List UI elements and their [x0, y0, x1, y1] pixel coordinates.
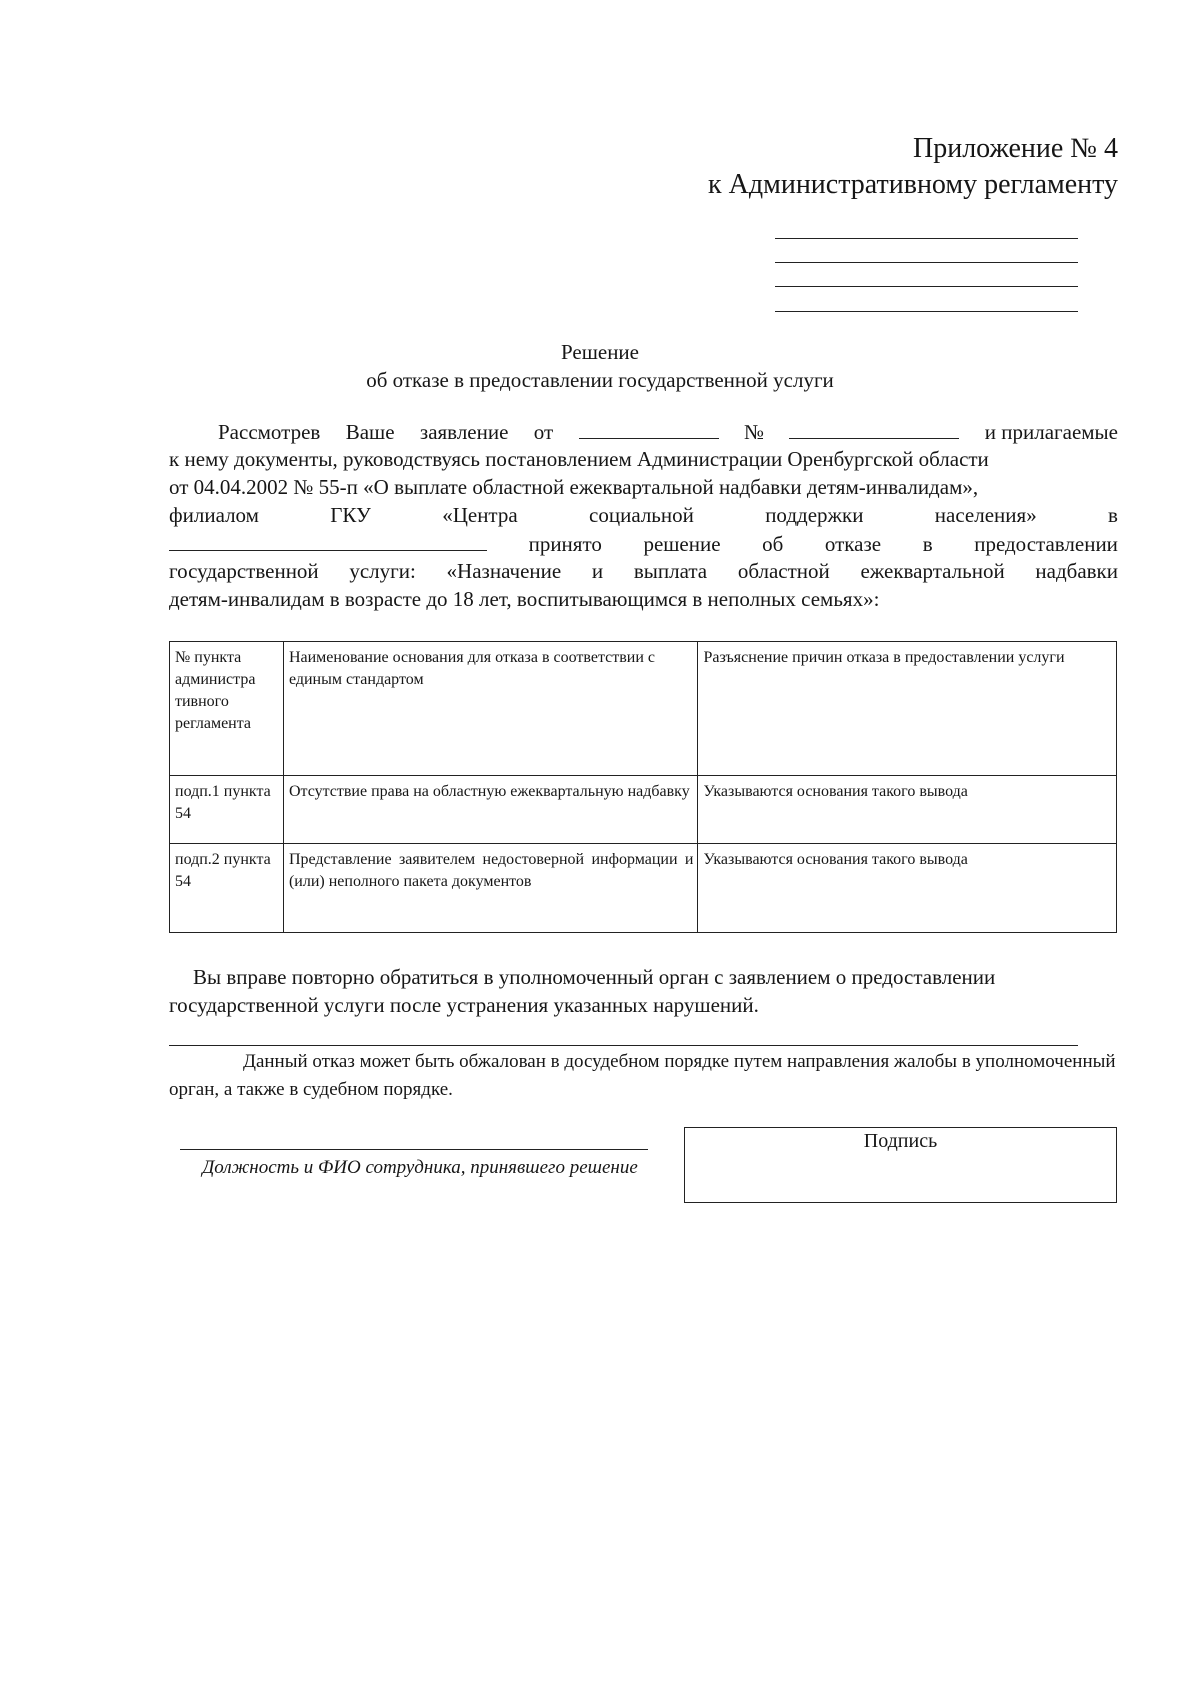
word: решение	[643, 532, 721, 556]
requisite-line-4	[775, 311, 1078, 312]
header-cell: № пункта администра тивного регламента	[170, 642, 284, 776]
word: заявление	[419, 420, 509, 444]
word: поддержки	[765, 503, 864, 527]
signatory-caption: Должность и ФИО сотрудника, принявшего решение	[202, 1157, 638, 1178]
main-paragraph	[169, 418, 1118, 614]
table-cell-number: подп.2 пункта 54	[170, 844, 284, 933]
date-blank	[579, 418, 719, 439]
paragraph-line-2: к нему документы, руководствуясь постановлением Администрации Оренбургской области	[169, 447, 989, 471]
word: социальной	[589, 503, 694, 527]
reapply-paragraph	[169, 963, 1118, 1019]
table-cell-number: подп.1 пункта 54	[170, 776, 284, 844]
paragraph-line-6: государственной услуги: «Назначение и выплата областной ежеквартальной надбавки	[169, 559, 1118, 583]
word: населения»	[934, 503, 1037, 527]
signature-label: Подпись	[863, 1130, 938, 1152]
table-row	[170, 776, 1117, 844]
word: филиалом	[169, 503, 259, 527]
annex-number: Приложение № 4	[913, 133, 1118, 164]
paragraph-line-3: от 04.04.2002 № 55-п «О выплате областной ежеквартальной надбавки детям-инвалидам»,	[169, 475, 979, 499]
table-cell-reason: Отсутствие права на областную ежеквартальную надбавку	[283, 776, 698, 844]
separator-line	[169, 1045, 1078, 1046]
paragraph-line-5	[169, 530, 1118, 558]
annex-subtitle: к Административному регламенту	[708, 169, 1118, 200]
requisite-line-2	[775, 262, 1078, 263]
document-subtitle: об отказе в предоставлении государственной услуги	[366, 368, 834, 392]
word: в	[1108, 503, 1118, 527]
word: в	[922, 532, 933, 556]
paragraph-line-4	[169, 502, 1118, 530]
word: и прилагаемые	[984, 420, 1118, 444]
header-cell: Наименование основания для отказа в соответствии с единым стандартом	[283, 642, 698, 776]
table-cell-explanation: Указываются основания такого вывода	[698, 776, 1117, 844]
word: ГКУ	[330, 503, 371, 527]
table-row	[170, 844, 1117, 933]
reapply-text: Вы вправе повторно обратиться в уполномоченный орган с заявлением о предоставлении государственной услуги после устранения указанных нарушений.	[169, 965, 996, 1017]
word: «Центра	[442, 503, 518, 527]
paragraph-line-7: детям-инвалидам в возрасте до 18 лет, воспитывающимся в неполных семьях»:	[169, 587, 880, 611]
requisite-line-3	[775, 286, 1078, 287]
word: Рассмотрев	[218, 420, 321, 444]
word: от	[533, 420, 554, 444]
table-cell-explanation: Указываются основания такого вывода	[698, 844, 1117, 933]
branch-blank	[169, 530, 487, 551]
word: предоставлении	[974, 532, 1118, 556]
number-sign: №	[743, 420, 764, 444]
table-cell-reason: Представление заявителем недостоверной информации и (или) неполного пакета документов	[283, 844, 698, 933]
word: об	[762, 532, 784, 556]
requisite-line-1	[775, 238, 1078, 239]
number-blank	[789, 418, 959, 439]
table-header-row	[170, 642, 1117, 776]
word: отказе	[824, 532, 882, 556]
header-cell: Разъяснение причин отказа в предоставлении услуги	[698, 642, 1117, 776]
signature-box	[684, 1127, 1117, 1203]
document-title: Решение	[560, 340, 639, 364]
signatory-line	[180, 1149, 648, 1150]
word: принято	[528, 532, 602, 556]
appeal-text: Данный отказ может быть обжалован в досудебном порядке путем направления жалобы в уполномоченный орган, а также в судебном порядке.	[169, 1051, 1116, 1100]
word: Ваше	[345, 420, 395, 444]
paragraph-line-1	[169, 418, 1118, 446]
appeal-paragraph	[169, 1048, 1118, 1104]
refusal-reasons-table	[169, 641, 1117, 933]
